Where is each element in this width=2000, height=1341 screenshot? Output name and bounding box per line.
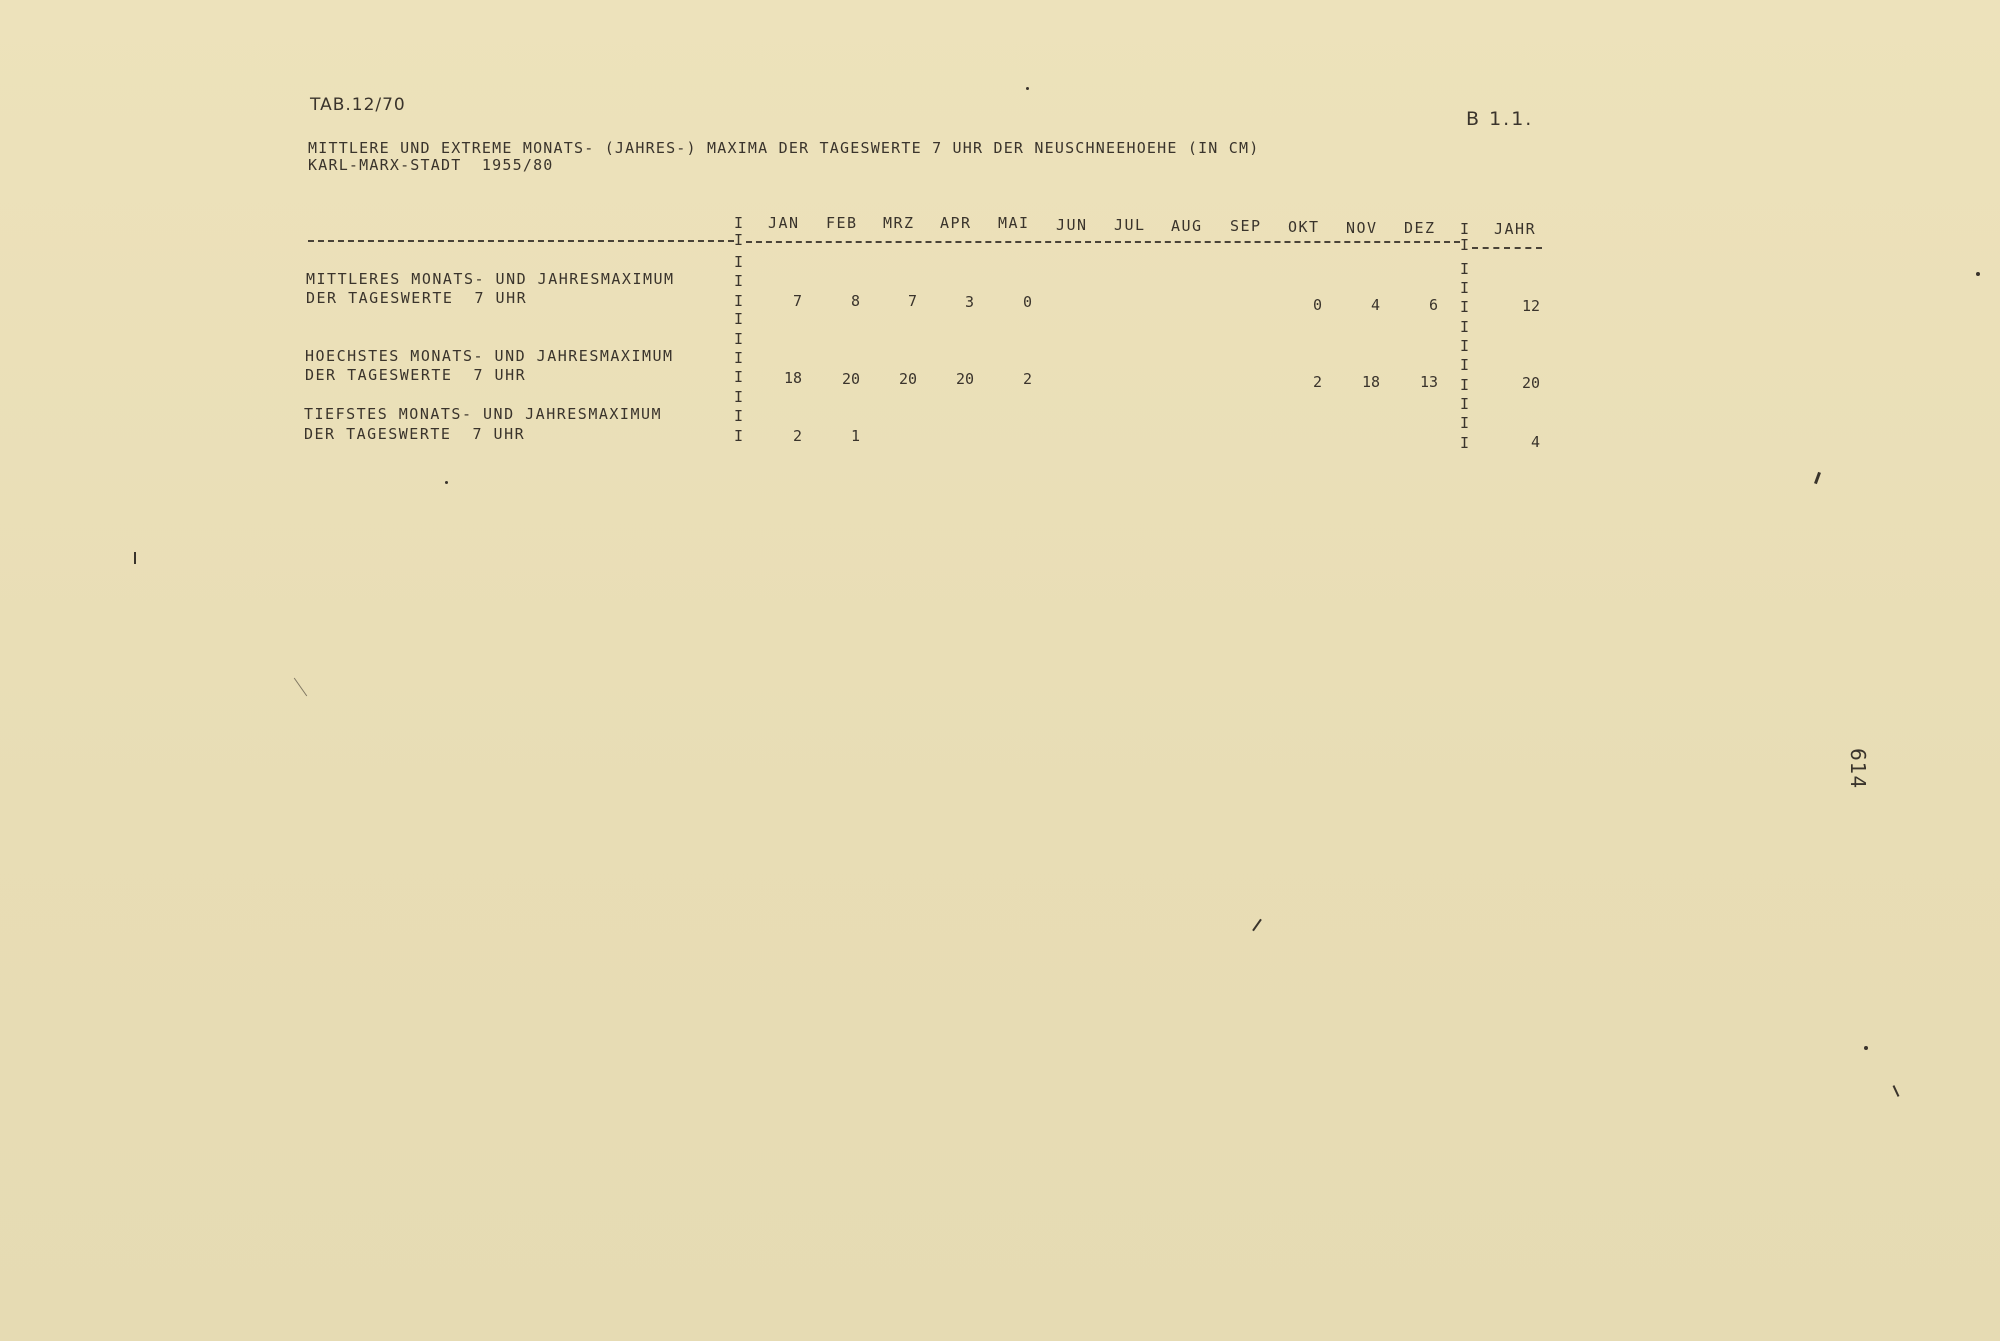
column-header-feb: FEB <box>826 214 858 232</box>
cell-jan: 7 <box>792 292 802 310</box>
paper-speck <box>1814 472 1821 484</box>
cell-apr: 3 <box>964 293 974 311</box>
cell-jan: 2 <box>792 427 802 445</box>
column-header-jan: JAN <box>768 214 800 232</box>
column-header-aug: AUG <box>1171 217 1203 235</box>
row-label-line1: TIEFSTES MONATS- UND JAHRESMAXIMUM <box>304 405 663 423</box>
paper-speck <box>1976 272 1980 276</box>
header-separator-middle <box>746 241 1460 243</box>
column-header-jul: JUL <box>1114 216 1146 234</box>
cell-jahr: 12 <box>1521 297 1540 315</box>
paper-speck <box>294 678 307 697</box>
column-header-apr: APR <box>940 214 972 232</box>
cell-apr: 20 <box>955 370 974 388</box>
column-header-mrz: MRZ <box>883 214 915 232</box>
sheet-reference: B 1.1. <box>1466 108 1534 130</box>
cell-mai: 2 <box>1022 370 1032 388</box>
cell-jahr: 4 <box>1530 433 1540 451</box>
paper-speck <box>1864 1046 1868 1050</box>
row-label-line2: DER TAGESWERTE 7 UHR <box>306 289 528 307</box>
column-header-jahr: JAHR <box>1494 220 1537 238</box>
column-header-nov: NOV <box>1346 219 1378 237</box>
cell-mai: 0 <box>1022 293 1032 311</box>
column-header-sep: SEP <box>1230 217 1262 235</box>
row-label-line2: DER TAGESWERTE 7 UHR <box>304 425 526 443</box>
column-header-dez: DEZ <box>1404 219 1436 237</box>
row-label-line2: DER TAGESWERTE 7 UHR <box>305 366 527 384</box>
cell-nov: 18 <box>1361 373 1380 391</box>
cell-feb: 1 <box>850 427 860 445</box>
row-label-line1: MITTLERES MONATS- UND JAHRESMAXIMUM <box>306 270 675 288</box>
cell-jahr: 20 <box>1521 374 1540 392</box>
document-title: MITTLERE UND EXTREME MONATS- (JAHRES-) MAXIMA DER TAGESWERTE 7 UHR DER NEUSCHNEEHOEHE (IN CM) <box>308 139 1260 157</box>
table-reference: TAB.12/70 <box>310 95 406 115</box>
cell-dez: 6 <box>1428 296 1438 314</box>
column-header-jun: JUN <box>1056 216 1088 234</box>
cell-jan: 18 <box>783 369 802 387</box>
paper-speck <box>1893 1085 1900 1097</box>
paper-speck <box>1026 87 1029 90</box>
cell-okt: 2 <box>1312 373 1322 391</box>
header-separator-left <box>308 240 734 242</box>
column-header-mai: MAI <box>998 214 1030 232</box>
header-separator-right <box>1472 247 1542 249</box>
paper-speck <box>1252 919 1262 932</box>
cell-nov: 4 <box>1370 296 1380 314</box>
row-label-line1: HOECHSTES MONATS- UND JAHRESMAXIMUM <box>305 347 674 365</box>
cell-okt: 0 <box>1312 296 1322 314</box>
paper-speck <box>134 552 136 564</box>
cell-dez: 13 <box>1419 373 1438 391</box>
cell-mrz: 20 <box>898 370 917 388</box>
station-period: KARL-MARX-STADT 1955/80 <box>308 156 554 174</box>
cell-feb: 20 <box>841 370 860 388</box>
cell-mrz: 7 <box>907 292 917 310</box>
column-header-okt: OKT <box>1288 218 1320 236</box>
document-page: TAB.12/70 B 1.1. MITTLERE UND EXTREME MONATS- (JAHRES-) MAXIMA DER TAGESWERTE 7 UHR DER NEUSCHNEEHOEHE (IN CM) KARL-MARX-STADT 1955/80 I JAN FEB MRZ APR MAI JUN JUL AUG SEP OKT NOV DEZ I JAHR I I I I I I I I I I I I I I I I I I I I I I MITTLERES MONATS- UND JAHRESMAXIMUM DER TAGESWERTE 7 UHR 7 8 7 3 0 0 4 6 12 HOECHSTES MONATS- UND JAHRESMAXIMUM DER TAGESWERTE 7 UHR 18 20 20 20 2 2 18 13 20 TIEFSTES MONATS- UND JAHRESMAXIMUM DER TAGESWERTE 7 UHR 2 1 4 614 <box>0 0 2000 1341</box>
cell-feb: 8 <box>850 292 860 310</box>
paper-speck <box>445 481 448 484</box>
page-number: 614 <box>1846 748 1870 790</box>
